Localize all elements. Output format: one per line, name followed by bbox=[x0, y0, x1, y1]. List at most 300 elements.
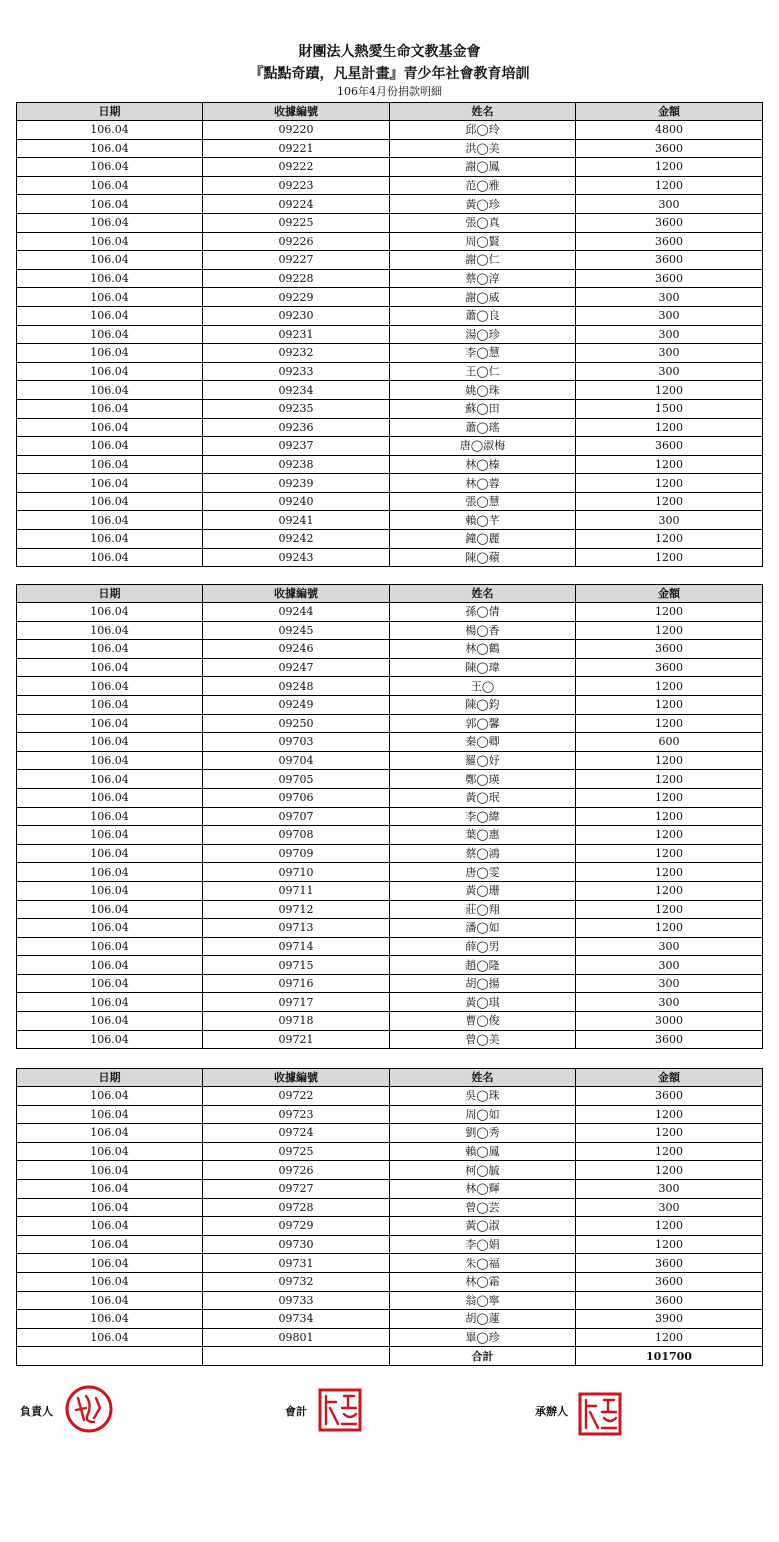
donor-name-cell: 郭◯馨 bbox=[390, 714, 576, 733]
receipt-number-cell: 09221 bbox=[203, 139, 390, 158]
donor-name-cell: 張◯慧 bbox=[390, 492, 576, 511]
amount-cell: 300 bbox=[576, 325, 763, 344]
donor-name-cell: 湯◯珍 bbox=[390, 325, 576, 344]
date-cell: 106.04 bbox=[17, 492, 203, 511]
col-date-header: 日期 bbox=[17, 585, 203, 603]
receipt-number-cell: 09243 bbox=[203, 548, 390, 567]
date-cell: 106.04 bbox=[17, 158, 203, 177]
col-receipt-header: 收據編號 bbox=[203, 1069, 390, 1087]
donor-name-cell: 趙◯隆 bbox=[390, 956, 576, 975]
date-cell: 106.04 bbox=[17, 1142, 203, 1161]
date-cell: 106.04 bbox=[17, 1254, 203, 1273]
receipt-number-cell: 09220 bbox=[203, 121, 390, 140]
receipt-number-cell: 09729 bbox=[203, 1217, 390, 1236]
donor-name-cell: 黃◯淑 bbox=[390, 1217, 576, 1236]
amount-cell: 1200 bbox=[576, 1217, 763, 1236]
amount-cell: 1200 bbox=[576, 176, 763, 195]
receipt-number-cell: 09226 bbox=[203, 232, 390, 251]
amount-cell: 3900 bbox=[576, 1310, 763, 1329]
amount-cell: 300 bbox=[576, 511, 763, 530]
receipt-number-cell: 09225 bbox=[203, 213, 390, 232]
date-cell: 106.04 bbox=[17, 1198, 203, 1217]
amount-cell: 1200 bbox=[576, 714, 763, 733]
donation-table-1 bbox=[16, 102, 763, 567]
date-cell: 106.04 bbox=[17, 937, 203, 956]
receipt-number-cell: 09228 bbox=[203, 269, 390, 288]
amount-cell: 3600 bbox=[576, 1087, 763, 1106]
table-row bbox=[17, 956, 763, 975]
amount-cell: 3600 bbox=[576, 1254, 763, 1273]
date-cell: 106.04 bbox=[17, 418, 203, 437]
donor-name-cell: 楊◯香 bbox=[390, 621, 576, 640]
amount-cell: 1500 bbox=[576, 399, 763, 418]
date-cell: 106.04 bbox=[17, 788, 203, 807]
receipt-number-cell: 09249 bbox=[203, 695, 390, 714]
table-row bbox=[17, 1291, 763, 1310]
amount-cell: 1200 bbox=[576, 621, 763, 640]
receipt-number-cell: 09731 bbox=[203, 1254, 390, 1273]
receipt-number-cell: 09230 bbox=[203, 306, 390, 325]
amount-cell: 3600 bbox=[576, 139, 763, 158]
date-cell: 106.04 bbox=[17, 195, 203, 214]
receipt-number-cell: 09723 bbox=[203, 1105, 390, 1124]
date-cell: 106.04 bbox=[17, 714, 203, 733]
receipt-number-cell: 09244 bbox=[203, 603, 390, 622]
table-row bbox=[17, 733, 763, 752]
col-receipt-header: 收據編號 bbox=[203, 103, 390, 121]
donor-name-cell: 洪◯美 bbox=[390, 139, 576, 158]
donor-name-cell: 王◯ bbox=[390, 677, 576, 696]
receipt-number-cell: 09704 bbox=[203, 751, 390, 770]
date-cell: 106.04 bbox=[17, 640, 203, 659]
receipt-number-cell: 09241 bbox=[203, 511, 390, 530]
donor-name-cell: 陳◯瑋 bbox=[390, 658, 576, 677]
amount-cell: 300 bbox=[576, 956, 763, 975]
donor-name-cell: 劉◯秀 bbox=[390, 1124, 576, 1143]
donor-name-cell: 謝◯威 bbox=[390, 288, 576, 307]
table-row bbox=[17, 695, 763, 714]
receipt-number-cell: 09733 bbox=[203, 1291, 390, 1310]
accountant-label: 會計 bbox=[285, 1405, 307, 1418]
date-cell: 106.04 bbox=[17, 900, 203, 919]
amount-cell: 3600 bbox=[576, 269, 763, 288]
table-row bbox=[17, 1310, 763, 1329]
handler-label: 承辦人 bbox=[535, 1405, 568, 1418]
receipt-number-cell: 09721 bbox=[203, 1030, 390, 1049]
date-cell: 106.04 bbox=[17, 1030, 203, 1049]
receipt-number-cell: 09732 bbox=[203, 1272, 390, 1291]
donor-name-cell: 李◯娟 bbox=[390, 1235, 576, 1254]
table-row bbox=[17, 213, 763, 232]
amount-cell: 1200 bbox=[576, 751, 763, 770]
date-cell: 106.04 bbox=[17, 455, 203, 474]
col-date-header: 日期 bbox=[17, 1069, 203, 1087]
table-row bbox=[17, 1087, 763, 1106]
amount-cell: 300 bbox=[576, 362, 763, 381]
donor-name-cell: 莊◯翔 bbox=[390, 900, 576, 919]
table-row bbox=[17, 844, 763, 863]
amount-cell: 1200 bbox=[576, 677, 763, 696]
date-cell: 106.04 bbox=[17, 511, 203, 530]
receipt-number-cell: 09706 bbox=[203, 788, 390, 807]
table-row bbox=[17, 1272, 763, 1291]
receipt-number-cell: 09227 bbox=[203, 251, 390, 270]
receipt-number-cell: 09714 bbox=[203, 937, 390, 956]
receipt-number-cell: 09248 bbox=[203, 677, 390, 696]
donor-name-cell: 胡◯揚 bbox=[390, 974, 576, 993]
donor-name-cell: 李◯慧 bbox=[390, 344, 576, 363]
table-header-row bbox=[17, 585, 763, 603]
table-row bbox=[17, 381, 763, 400]
table-row bbox=[17, 1012, 763, 1031]
table-row bbox=[17, 251, 763, 270]
receipt-number-cell: 09246 bbox=[203, 640, 390, 659]
table-row bbox=[17, 881, 763, 900]
table-row bbox=[17, 640, 763, 659]
donor-name-cell: 林◯蓉 bbox=[390, 474, 576, 493]
total-empty-cell bbox=[17, 1347, 203, 1366]
donor-name-cell: 曹◯俊 bbox=[390, 1012, 576, 1031]
amount-cell: 3600 bbox=[576, 437, 763, 456]
table-row bbox=[17, 399, 763, 418]
donor-name-cell: 唐◯淑梅 bbox=[390, 437, 576, 456]
table-row bbox=[17, 232, 763, 251]
amount-cell: 3600 bbox=[576, 1291, 763, 1310]
donor-name-cell: 柯◯毓 bbox=[390, 1161, 576, 1180]
total-value: 101700 bbox=[576, 1347, 763, 1366]
col-date-header: 日期 bbox=[17, 103, 203, 121]
date-cell: 106.04 bbox=[17, 381, 203, 400]
date-cell: 106.04 bbox=[17, 770, 203, 789]
col-receipt-header: 收據編號 bbox=[203, 585, 390, 603]
donor-name-cell: 蔡◯淳 bbox=[390, 269, 576, 288]
receipt-number-cell: 09238 bbox=[203, 455, 390, 474]
receipt-number-cell: 09236 bbox=[203, 418, 390, 437]
amount-cell: 1200 bbox=[576, 844, 763, 863]
table-row bbox=[17, 437, 763, 456]
donor-name-cell: 張◯真 bbox=[390, 213, 576, 232]
amount-cell: 1200 bbox=[576, 1161, 763, 1180]
table-row bbox=[17, 900, 763, 919]
donor-name-cell: 林◯霜 bbox=[390, 1272, 576, 1291]
table-row bbox=[17, 1030, 763, 1049]
receipt-number-cell: 09232 bbox=[203, 344, 390, 363]
receipt-number-cell: 09726 bbox=[203, 1161, 390, 1180]
receipt-number-cell: 09711 bbox=[203, 881, 390, 900]
donor-name-cell: 邱◯玲 bbox=[390, 121, 576, 140]
table-row bbox=[17, 919, 763, 938]
receipt-number-cell: 09710 bbox=[203, 863, 390, 882]
table-row bbox=[17, 306, 763, 325]
donor-name-cell: 翁◯寧 bbox=[390, 1291, 576, 1310]
receipt-number-cell: 09709 bbox=[203, 844, 390, 863]
donor-name-cell: 鐘◯麗 bbox=[390, 530, 576, 549]
date-cell: 106.04 bbox=[17, 1272, 203, 1291]
donor-name-cell: 謝◯仁 bbox=[390, 251, 576, 270]
date-cell: 106.04 bbox=[17, 176, 203, 195]
date-cell: 106.04 bbox=[17, 1235, 203, 1254]
table-row bbox=[17, 1328, 763, 1347]
amount-cell: 3000 bbox=[576, 1012, 763, 1031]
receipt-number-cell: 09730 bbox=[203, 1235, 390, 1254]
donor-name-cell: 孫◯倩 bbox=[390, 603, 576, 622]
table-row bbox=[17, 1235, 763, 1254]
table-header-row bbox=[17, 103, 763, 121]
donor-name-cell: 王◯仁 bbox=[390, 362, 576, 381]
donor-name-cell: 黃◯琪 bbox=[390, 993, 576, 1012]
date-cell: 106.04 bbox=[17, 1179, 203, 1198]
receipt-number-cell: 09233 bbox=[203, 362, 390, 381]
col-name-header: 姓名 bbox=[390, 585, 576, 603]
date-cell: 106.04 bbox=[17, 139, 203, 158]
table-header-row bbox=[17, 1069, 763, 1087]
table-row bbox=[17, 176, 763, 195]
table-row bbox=[17, 603, 763, 622]
donor-name-cell: 薛◯男 bbox=[390, 937, 576, 956]
donation-table-3 bbox=[16, 1068, 763, 1366]
receipt-number-cell: 09705 bbox=[203, 770, 390, 789]
table-row bbox=[17, 325, 763, 344]
table-row bbox=[17, 139, 763, 158]
date-cell: 106.04 bbox=[17, 251, 203, 270]
amount-cell: 3600 bbox=[576, 640, 763, 659]
date-cell: 106.04 bbox=[17, 1012, 203, 1031]
donor-name-cell: 陳◯鈞 bbox=[390, 695, 576, 714]
receipt-number-cell: 09240 bbox=[203, 492, 390, 511]
amount-cell: 300 bbox=[576, 974, 763, 993]
donor-name-cell: 林◯輝 bbox=[390, 1179, 576, 1198]
date-cell: 106.04 bbox=[17, 399, 203, 418]
amount-cell: 3600 bbox=[576, 213, 763, 232]
amount-cell: 1200 bbox=[576, 826, 763, 845]
date-cell: 106.04 bbox=[17, 1161, 203, 1180]
date-cell: 106.04 bbox=[17, 1124, 203, 1143]
date-cell: 106.04 bbox=[17, 658, 203, 677]
date-cell: 106.04 bbox=[17, 826, 203, 845]
receipt-number-cell: 09724 bbox=[203, 1124, 390, 1143]
donor-name-cell: 黃◯珉 bbox=[390, 788, 576, 807]
donor-name-cell: 周◯賢 bbox=[390, 232, 576, 251]
amount-cell: 1200 bbox=[576, 863, 763, 882]
receipt-number-cell: 09235 bbox=[203, 399, 390, 418]
donor-name-cell: 秦◯卿 bbox=[390, 733, 576, 752]
receipt-number-cell: 09734 bbox=[203, 1310, 390, 1329]
amount-cell: 1200 bbox=[576, 881, 763, 900]
table-row bbox=[17, 121, 763, 140]
date-cell: 106.04 bbox=[17, 863, 203, 882]
col-amount-header: 金額 bbox=[576, 585, 763, 603]
amount-cell: 1200 bbox=[576, 1105, 763, 1124]
date-cell: 106.04 bbox=[17, 974, 203, 993]
table-row bbox=[17, 863, 763, 882]
receipt-number-cell: 09237 bbox=[203, 437, 390, 456]
date-cell: 106.04 bbox=[17, 344, 203, 363]
table-row bbox=[17, 1254, 763, 1273]
date-cell: 106.04 bbox=[17, 919, 203, 938]
table-row bbox=[17, 1142, 763, 1161]
amount-cell: 300 bbox=[576, 195, 763, 214]
receipt-number-cell: 09242 bbox=[203, 530, 390, 549]
donor-name-cell: 林◯鶴 bbox=[390, 640, 576, 659]
donor-name-cell: 周◯如 bbox=[390, 1105, 576, 1124]
table-row bbox=[17, 158, 763, 177]
col-amount-header: 金額 bbox=[576, 1069, 763, 1087]
table-row bbox=[17, 1105, 763, 1124]
date-cell: 106.04 bbox=[17, 1217, 203, 1236]
amount-cell: 1200 bbox=[576, 1124, 763, 1143]
receipt-number-cell: 09231 bbox=[203, 325, 390, 344]
table-row bbox=[17, 1179, 763, 1198]
amount-cell: 1200 bbox=[576, 492, 763, 511]
receipt-number-cell: 09716 bbox=[203, 974, 390, 993]
receipt-number-cell: 09708 bbox=[203, 826, 390, 845]
receipt-number-cell: 09712 bbox=[203, 900, 390, 919]
table-row bbox=[17, 1161, 763, 1180]
amount-cell: 300 bbox=[576, 288, 763, 307]
receipt-number-cell: 09234 bbox=[203, 381, 390, 400]
donor-name-cell: 陳◯蘋 bbox=[390, 548, 576, 567]
amount-cell: 1200 bbox=[576, 1235, 763, 1254]
amount-cell: 3600 bbox=[576, 1272, 763, 1291]
document-subtitle: 106年4月份捐款明細 bbox=[337, 85, 442, 98]
table-row bbox=[17, 937, 763, 956]
table-row bbox=[17, 195, 763, 214]
document-header bbox=[0, 42, 779, 99]
table-row bbox=[17, 658, 763, 677]
donor-name-cell: 蔡◯鴻 bbox=[390, 844, 576, 863]
table-row bbox=[17, 993, 763, 1012]
col-name-header: 姓名 bbox=[390, 1069, 576, 1087]
date-cell: 106.04 bbox=[17, 1310, 203, 1329]
receipt-number-cell: 09239 bbox=[203, 474, 390, 493]
amount-cell: 1200 bbox=[576, 455, 763, 474]
donor-name-cell: 曾◯美 bbox=[390, 1030, 576, 1049]
amount-cell: 1200 bbox=[576, 381, 763, 400]
table-row bbox=[17, 418, 763, 437]
donor-name-cell: 林◯榛 bbox=[390, 455, 576, 474]
donor-name-cell: 蘇◯田 bbox=[390, 399, 576, 418]
donation-table-2 bbox=[16, 584, 763, 1049]
amount-cell: 3600 bbox=[576, 1030, 763, 1049]
amount-cell: 1200 bbox=[576, 770, 763, 789]
amount-cell: 300 bbox=[576, 937, 763, 956]
date-cell: 106.04 bbox=[17, 695, 203, 714]
amount-cell: 1200 bbox=[576, 474, 763, 493]
amount-cell: 1200 bbox=[576, 530, 763, 549]
amount-cell: 3600 bbox=[576, 232, 763, 251]
date-cell: 106.04 bbox=[17, 362, 203, 381]
donor-name-cell: 賴◯芊 bbox=[390, 511, 576, 530]
total-row bbox=[17, 1347, 763, 1366]
table-row bbox=[17, 621, 763, 640]
amount-cell: 1200 bbox=[576, 548, 763, 567]
donor-name-cell: 朱◯福 bbox=[390, 1254, 576, 1273]
receipt-number-cell: 09727 bbox=[203, 1179, 390, 1198]
amount-cell: 1200 bbox=[576, 919, 763, 938]
date-cell: 106.04 bbox=[17, 213, 203, 232]
amount-cell: 1200 bbox=[576, 788, 763, 807]
amount-cell: 1200 bbox=[576, 1142, 763, 1161]
table-row bbox=[17, 677, 763, 696]
date-cell: 106.04 bbox=[17, 1087, 203, 1106]
amount-cell: 1200 bbox=[576, 807, 763, 826]
amount-cell: 300 bbox=[576, 1179, 763, 1198]
receipt-number-cell: 09717 bbox=[203, 993, 390, 1012]
amount-cell: 1200 bbox=[576, 900, 763, 919]
donor-name-cell: 鄭◯瑛 bbox=[390, 770, 576, 789]
donor-name-cell: 范◯雅 bbox=[390, 176, 576, 195]
date-cell: 106.04 bbox=[17, 232, 203, 251]
donor-name-cell: 胡◯蓮 bbox=[390, 1310, 576, 1329]
table-row bbox=[17, 288, 763, 307]
amount-cell: 4800 bbox=[576, 121, 763, 140]
donor-name-cell: 畢◯珍 bbox=[390, 1328, 576, 1347]
donor-name-cell: 蕭◯良 bbox=[390, 306, 576, 325]
receipt-number-cell: 09707 bbox=[203, 807, 390, 826]
organization-name: 財團法人熱愛生命文教基金會 bbox=[298, 44, 481, 60]
date-cell: 106.04 bbox=[17, 621, 203, 640]
project-title: 『點點奇蹟，凡星計畫』青少年社會教育培訓 bbox=[249, 66, 530, 82]
table-row bbox=[17, 474, 763, 493]
receipt-number-cell: 09223 bbox=[203, 176, 390, 195]
col-name-header: 姓名 bbox=[390, 103, 576, 121]
table-row bbox=[17, 807, 763, 826]
receipt-number-cell: 09725 bbox=[203, 1142, 390, 1161]
table-row bbox=[17, 492, 763, 511]
table-row bbox=[17, 788, 763, 807]
table-row bbox=[17, 1198, 763, 1217]
date-cell: 106.04 bbox=[17, 474, 203, 493]
amount-cell: 300 bbox=[576, 1198, 763, 1217]
table-row bbox=[17, 548, 763, 567]
date-cell: 106.04 bbox=[17, 733, 203, 752]
amount-cell: 300 bbox=[576, 993, 763, 1012]
donor-name-cell: 謝◯鳳 bbox=[390, 158, 576, 177]
table-row bbox=[17, 511, 763, 530]
receipt-number-cell: 09703 bbox=[203, 733, 390, 752]
amount-cell: 300 bbox=[576, 344, 763, 363]
receipt-number-cell: 09229 bbox=[203, 288, 390, 307]
donor-name-cell: 黃◯珊 bbox=[390, 881, 576, 900]
receipt-number-cell: 09722 bbox=[203, 1087, 390, 1106]
date-cell: 106.04 bbox=[17, 121, 203, 140]
receipt-number-cell: 09224 bbox=[203, 195, 390, 214]
donor-name-cell: 曾◯芸 bbox=[390, 1198, 576, 1217]
receipt-number-cell: 09250 bbox=[203, 714, 390, 733]
table-row bbox=[17, 826, 763, 845]
donor-name-cell: 賴◯鳳 bbox=[390, 1142, 576, 1161]
total-label: 合計 bbox=[390, 1347, 576, 1366]
receipt-number-cell: 09728 bbox=[203, 1198, 390, 1217]
table-row bbox=[17, 974, 763, 993]
donor-name-cell: 姚◯珠 bbox=[390, 381, 576, 400]
date-cell: 106.04 bbox=[17, 325, 203, 344]
date-cell: 106.04 bbox=[17, 603, 203, 622]
responsible-person-seal-icon bbox=[64, 1384, 114, 1434]
amount-cell: 1200 bbox=[576, 1328, 763, 1347]
date-cell: 106.04 bbox=[17, 548, 203, 567]
responsible-person-label: 負責人 bbox=[20, 1405, 53, 1418]
amount-cell: 3600 bbox=[576, 658, 763, 677]
amount-cell: 1200 bbox=[576, 603, 763, 622]
date-cell: 106.04 bbox=[17, 956, 203, 975]
receipt-number-cell: 09222 bbox=[203, 158, 390, 177]
date-cell: 106.04 bbox=[17, 993, 203, 1012]
receipt-number-cell: 09718 bbox=[203, 1012, 390, 1031]
table-row bbox=[17, 714, 763, 733]
donor-name-cell: 蕭◯瑤 bbox=[390, 418, 576, 437]
donor-name-cell: 潘◯如 bbox=[390, 919, 576, 938]
